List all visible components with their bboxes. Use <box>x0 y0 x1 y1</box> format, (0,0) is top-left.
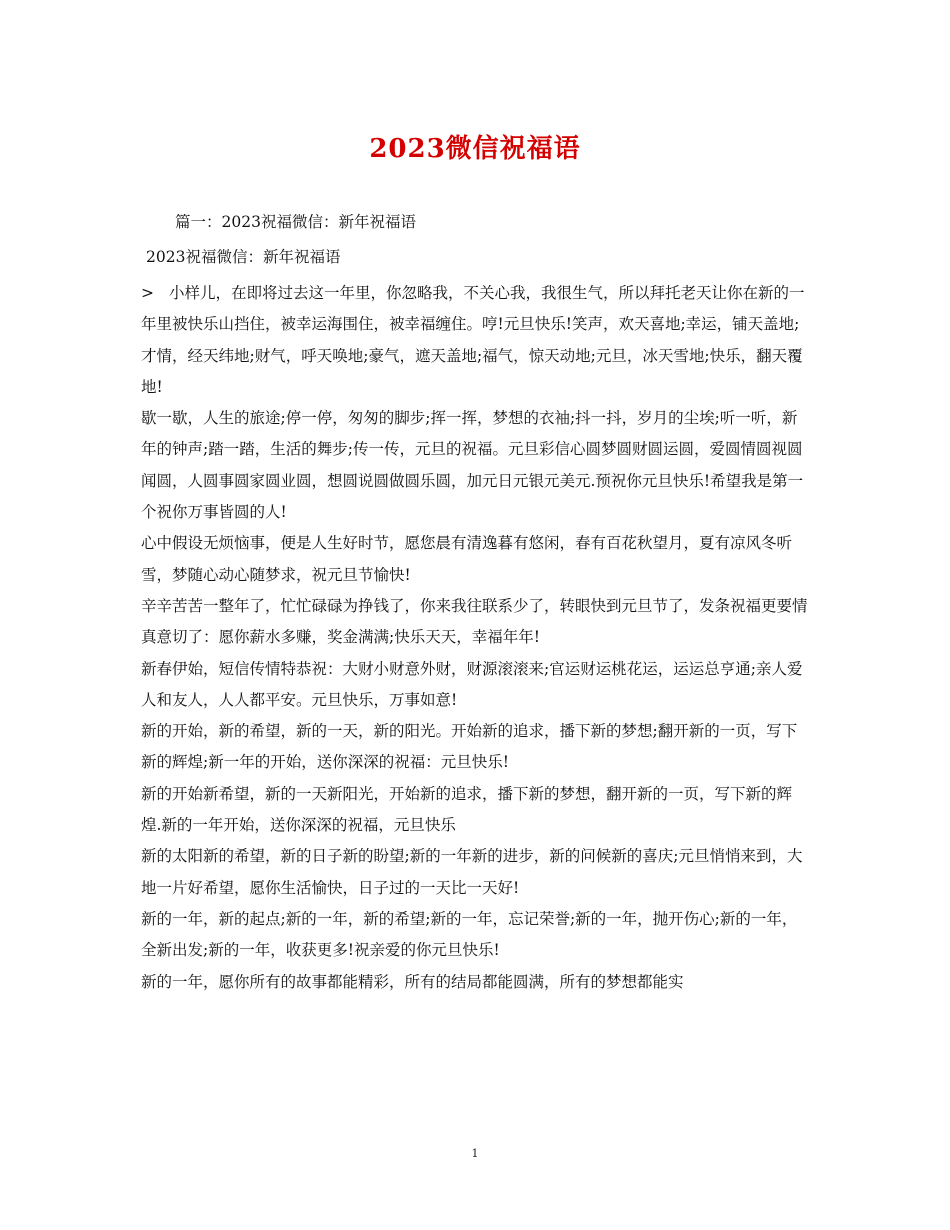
paragraph: 心中假设无烦恼事，便是人生好时节，愿您晨有清逸暮有悠闲，春有百花秋望月，夏有凉风冬听雪，梦随心动心随梦求，祝元旦节愉快! <box>141 534 793 584</box>
page-number: 1 <box>471 1147 479 1160</box>
paragraph <box>141 278 811 403</box>
paragraph: 歇一歇，人生的旅途;停一停，匆匆的脚步;挥一挥，梦想的衣袖;抖一抖，岁月的尘埃;听一听，新年的钟声;踏一踏，生活的舞步;传一传，元旦的祝福。元旦彩信心圆梦圆财圆运圆，爱圆情圆视圆闻圆，人圆事圆家圆业圆，想圆说圆做圆乐圆，加元日元银元美元.预祝你元旦快乐!希望我是第一个祝你万事皆圆的人! <box>141 409 804 522</box>
paragraph: 新的开始，新的希望，新的一天，新的阳光。开始新的追求，播下新的梦想;翻开新的一页，写下新的辉煌;新一年的开始，送你深深的祝福：元旦快乐! <box>141 722 798 772</box>
paragraph: 新春伊始，短信传情特恭祝：大财小财意外财，财源滚滚来;官运财运桃花运，运运总亨通;亲人爱人和友人，人人都平安。元旦快乐，万事如意! <box>141 659 803 709</box>
paragraph: 新的一年，新的起点;新的一年，新的希望;新的一年，忘记荣誉;新的一年，抛开伤心;新的一年，全新出发;新的一年，收获更多!祝亲爱的你元旦快乐! <box>141 909 798 960</box>
section-heading: 篇一：2023祝福微信：新年祝福语 <box>175 213 416 231</box>
body-text <box>141 278 811 998</box>
paragraph-text: 小样儿，在即将过去这一年里，你忽略我，不关心我，我很生气，所以拜托老天让你在新的一年里被快乐山挡住，被幸运海围住，被幸福缠住。哼!元旦快乐!笑声，欢天喜地;幸运，铺天盖地;才情，经天纬地;财气，呼天唤地;豪气，遮天盖地;福气，惊天动地;元旦，冰天雪地;快乐，翻天覆地! <box>141 284 805 396</box>
bullet-icon: > <box>141 284 154 302</box>
paragraph: 新的一年，愿你所有的故事都能精彩，所有的结局都能圆满，所有的梦想都能实 <box>141 972 684 991</box>
paragraph: 新的开始新希望，新的一天新阳光，开始新的追求，播下新的梦想，翻开新的一页，写下新的辉煌.新的一年开始，送你深深的祝福，元旦快乐 <box>141 784 793 835</box>
paragraph: 辛辛苦苦一整年了，忙忙碌碌为挣钱了，你来我往联系少了，转眼快到元旦节了，发条祝福更要情真意切了：愿你薪水多赚，奖金满满;快乐天天，幸福年年! <box>141 596 808 647</box>
sub-heading: 2023祝福微信：新年祝福语 <box>146 248 341 266</box>
paragraph: 新的太阳新的希望，新的日子新的盼望;新的一年新的进步，新的问候新的喜庆;元旦悄悄来到，大地一片好希望，愿你生活愉快，日子过的一天比一天好! <box>141 847 803 897</box>
page-title: 2023微信祝福语 <box>369 134 581 164</box>
